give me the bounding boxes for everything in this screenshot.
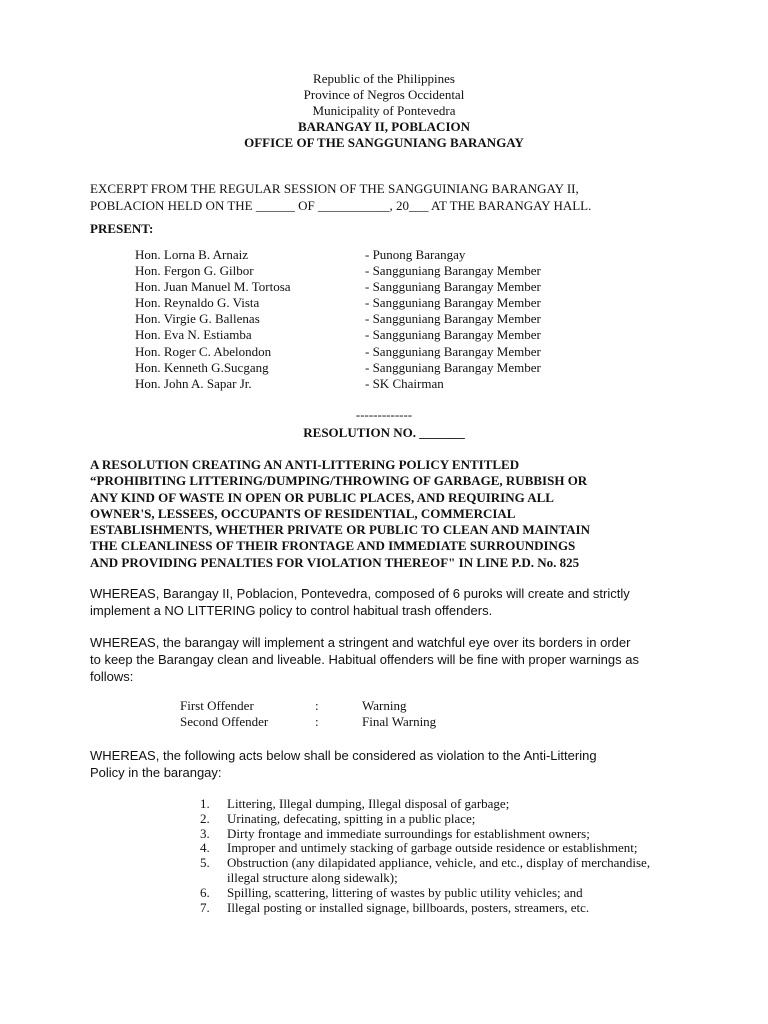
member-role: - Sangguniang Barangay Member: [365, 263, 541, 279]
member-name: Hon. Kenneth G.Sucgang: [135, 359, 269, 375]
list-number: 7.: [200, 899, 210, 915]
resolution-title-line: “PROHIBITING LITTERING/DUMPING/THROWING OF GARBAGE, RUBBISH OR: [90, 473, 588, 489]
member-role: - Sangguniang Barangay Member: [365, 343, 541, 359]
resolution-number: RESOLUTION NO. _______: [303, 425, 465, 440]
list-number: 2.: [200, 810, 210, 826]
list-item: [200, 856, 660, 886]
member-role: - SK Chairman: [365, 375, 444, 391]
list-number: 1.: [200, 796, 210, 811]
separator-line: -------------: [355, 407, 413, 422]
list-item: [200, 841, 660, 856]
member-name: Hon. Juan Manuel M. Tortosa: [135, 279, 291, 295]
member-name: Hon. Fergon G. Gilbor: [135, 263, 254, 279]
penalty-value: Final Warning: [362, 714, 437, 729]
offender-label: Second Offender: [180, 714, 269, 729]
offender-label: First Offender: [180, 698, 254, 713]
member-name: Hon. Eva N. Estiamba: [135, 327, 252, 343]
member-name: Hon. Reynaldo G. Vista: [135, 295, 260, 311]
list-number: 6.: [200, 884, 210, 900]
list-item: [200, 901, 660, 916]
list-text: Urinating, defecating, spitting in a public place;: [227, 810, 476, 826]
resolution-title-line: A RESOLUTION CREATING AN ANTI-LITTERING POLICY ENTITLED: [90, 457, 520, 472]
whereas-paragraph-3: [90, 747, 690, 781]
paragraph-line: follows:: [90, 669, 134, 684]
member-role: - Punong Barangay: [365, 247, 466, 262]
member-name: Hon. Virgie G. Ballenas: [135, 311, 260, 327]
excerpt-line: EXCERPT FROM THE REGULAR SESSION OF THE SANGGUINIANG BARANGAY II,: [90, 181, 579, 196]
list-text: Improper and untimely stacking of garbage outside residence or establishment;: [227, 840, 638, 856]
list-number: 3.: [200, 825, 210, 841]
member-name: Hon. John A. Sapar Jr.: [135, 375, 252, 391]
whereas-paragraph-2: [90, 634, 690, 685]
resolution-title: [90, 457, 690, 571]
list-text: Littering, Illegal dumping, Illegal disposal of garbage;: [227, 796, 510, 811]
member-role: - Sangguniang Barangay Member: [365, 279, 541, 295]
resolution-title-line: ESTABLISHMENTS, WHETHER PRIVATE OR PUBLIC TO CLEAN AND MAINTAIN: [90, 522, 591, 538]
list-text: Obstruction (any dilapidated appliance, vehicle, and etc., display of merchandise, illegal structure along sidewalk);: [227, 855, 651, 885]
member-role: - Sangguniang Barangay Member: [365, 311, 541, 327]
penalty-colon: :: [315, 714, 319, 729]
header-municipality: Municipality of Pontevedra: [312, 103, 456, 118]
member-role: - Sangguniang Barangay Member: [365, 359, 541, 375]
penalty-value: Warning: [362, 698, 407, 713]
resolution-title-line: ANY KIND OF WASTE IN OPEN OR PUBLIC PLACES, AND REQUIRING ALL: [90, 489, 554, 505]
member-name: Hon. Lorna B. Arnaiz: [135, 247, 249, 262]
resolution-title-line: OWNER'S, LESSEES, OCCUPANTS OF RESIDENTIAL, COMMERCIAL: [90, 505, 516, 521]
document-header: [0, 71, 768, 151]
paragraph-line: to keep the Barangay clean and liveable. Habitual offenders will be fine with proper warnings as: [90, 652, 639, 667]
list-text: Spilling, scattering, littering of wastes by public utility vehicles; and: [227, 884, 583, 900]
list-number: 4.: [200, 840, 210, 856]
paragraph-line: implement a NO LITTERING policy to control habitual trash offenders.: [90, 603, 493, 618]
whereas-paragraph-1: [90, 585, 690, 619]
list-item: [200, 827, 660, 842]
present-label: PRESENT:: [90, 221, 154, 236]
list-text: Dirty frontage and immediate surroundings for establishment owners;: [227, 825, 590, 841]
paragraph-line: WHEREAS, the barangay will implement a stringent and watchful eye over its borders in order: [90, 635, 631, 650]
list-item: [200, 886, 660, 901]
header-province: Province of Negros Occidental: [303, 87, 465, 102]
list-number: 5.: [200, 855, 210, 871]
penalty-colon: :: [315, 698, 319, 713]
list-item: [200, 797, 660, 812]
paragraph-line: WHEREAS, Barangay II, Poblacion, Pontevedra, composed of 6 puroks will create and strictly: [90, 586, 630, 601]
paragraph-line: WHEREAS, the following acts below shall be considered as violation to the Anti-Littering: [90, 748, 597, 763]
excerpt-text: [90, 180, 690, 214]
member-role: - Sangguniang Barangay Member: [365, 327, 541, 343]
header-republic: Republic of the Philippines: [313, 71, 455, 86]
header-office: OFFICE OF THE SANGGUNIANG BARANGAY: [244, 135, 524, 150]
excerpt-line: POBLACION HELD ON THE ______ OF ___________, 20___ AT THE BARANGAY HALL.: [90, 198, 592, 213]
member-name: Hon. Roger C. Abelondon: [135, 343, 272, 359]
violations-list: [200, 797, 660, 915]
list-item: [200, 812, 660, 827]
resolution-title-line: AND PROVIDING PENALTIES FOR VIOLATION THEREOF" IN LINE P.D. No. 825: [90, 554, 580, 570]
paragraph-line: Policy in the barangay:: [90, 765, 222, 780]
header-barangay: BARANGAY II, POBLACION: [297, 119, 471, 134]
list-text: Illegal posting or installed signage, billboards, posters, streamers, etc.: [227, 899, 590, 915]
resolution-title-line: THE CLEANLINESS OF THEIR FRONTAGE AND IMMEDIATE SURROUNDINGS: [90, 538, 576, 554]
member-role: - Sangguniang Barangay Member: [365, 295, 541, 311]
